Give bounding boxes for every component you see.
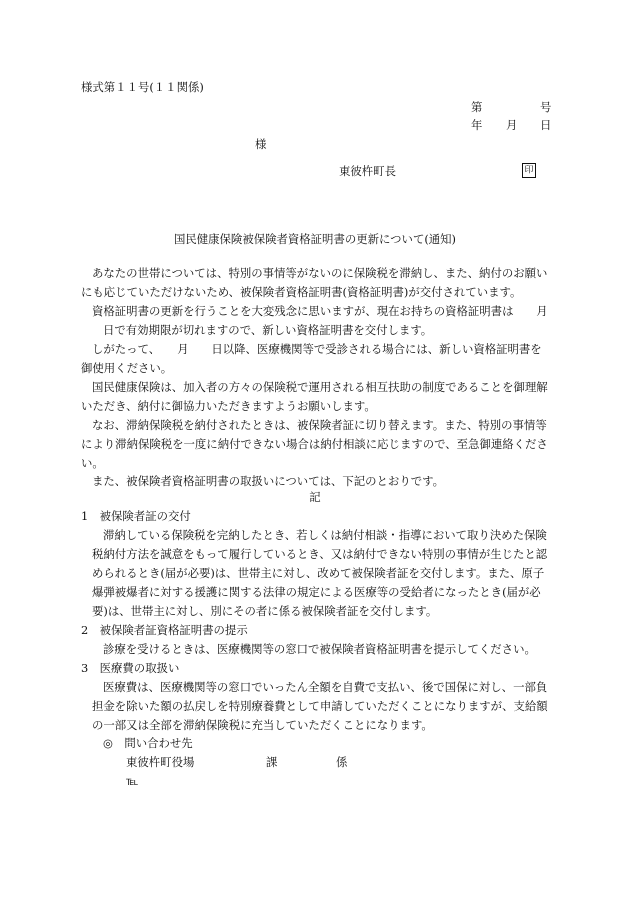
- item-line: 税納付方法を誠意をもって履行しているとき、又は納付できない特別の事情が生じたと認: [92, 547, 548, 561]
- paragraph-line: い。: [81, 456, 104, 470]
- form-number: 様式第１１号(１１関係): [81, 80, 204, 94]
- item-heading: 1 被保険者証の交付: [81, 509, 191, 523]
- contact-office: 東彼杵町役場: [126, 755, 195, 769]
- doc-number-go: 号: [540, 100, 552, 114]
- item-line: 診療を受けるときは、医療機関等の窓口で被保険者資格証明書を提示してください。: [103, 642, 536, 656]
- seal-stamp: 印: [522, 163, 536, 178]
- paragraph-line: また、被保険者資格証明書の取扱いについては、下記のとおりです。: [92, 474, 444, 488]
- issuer-name: 東彼杵町長: [339, 164, 396, 178]
- item-line: 滞納している保険税を完納したとき、若しくは納付相談・指導において取り決めた保険: [103, 528, 547, 542]
- paragraph-line: 御使用ください。: [81, 361, 173, 375]
- ki-heading: 記: [309, 490, 321, 504]
- doc-number-dai: 第: [471, 100, 483, 114]
- item-line: 担金を除いた額の払戻しを特別療養費として申請していただくことになりますが、支給額: [92, 699, 548, 713]
- addressee-suffix: 様: [255, 137, 267, 151]
- paragraph-line: 資格証明書の更新を行うことを大変残念に思いますが、現在お持ちの資格証明書は 月: [92, 304, 548, 318]
- item-line: の一部又は全部を滞納保険税に充当していただくことになります。: [92, 718, 433, 732]
- paragraph-line: なお、滞納保険税を納付されたときは、被保険者証に切り替えます。また、特別の事情等: [92, 418, 547, 432]
- contact-heading: ◎ 問い合わせ先: [103, 736, 193, 750]
- paragraph-line: いただき、納付に御協力いただきますようお願いします。: [81, 399, 376, 413]
- paragraph-line: あなたの世帯については、特別の事情等がないのに保険税を滞納し、また、納付のお願い: [92, 266, 548, 280]
- item-heading: 2 被保険者証資格証明書の提示: [81, 623, 248, 637]
- date-year: 年: [471, 118, 483, 132]
- document-title: 国民健康保険被保険者資格証明書の更新について(通知): [173, 232, 457, 246]
- paragraph-line: 国民健康保険は、加入者の方々の保険税で運用される相互扶助の制度であることを御理解: [92, 380, 548, 394]
- contact-section: 係: [336, 755, 348, 769]
- paragraph-line: により滞納保険税を一度に納付できない場合は納付相談に応じますので、至急御連絡くださ: [81, 437, 548, 451]
- paragraph-line: にも応じていただけないため、被保険者資格証明書(資格証明書)が交付されています。: [81, 285, 522, 299]
- item-line: められるとき(届が必要)は、世帯主に対し、改めて被保険者証を交付します。また、原子: [92, 566, 545, 580]
- contact-tel: ℡: [126, 774, 139, 788]
- paragraph-line: しがたって、 月 日以降、医療機関等で受診される場合には、新しい資格証明書を: [92, 342, 542, 356]
- date-day: 日: [540, 118, 552, 132]
- item-line: 要)は、世帯主に対し、別にその者に係る被保険者証を交付します。: [92, 604, 438, 618]
- date-month: 月: [506, 118, 518, 132]
- paragraph-line: 日で有効期限が切れますので、新しい資格証明書を交付します。: [103, 323, 433, 337]
- item-line: 爆弾被爆者に対する援護に関する法律の規定による医療等の受給者になったとき(届が必: [92, 585, 541, 599]
- item-heading: 3 医療費の取扱い: [81, 661, 180, 675]
- item-line: 医療費は、医療機関等の窓口でいったん全額を自費で支払い、後で国保に対し、一部負: [103, 680, 548, 694]
- contact-department: 課: [266, 755, 278, 769]
